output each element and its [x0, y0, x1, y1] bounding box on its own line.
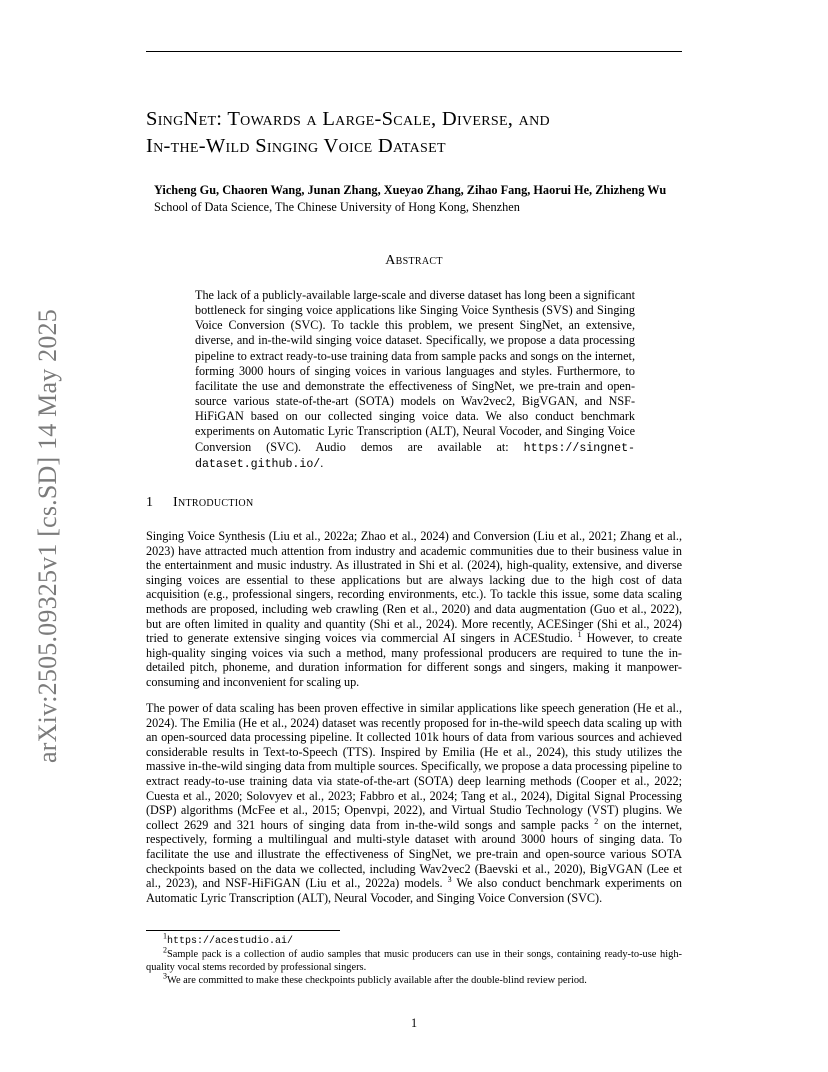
footnote-rule [146, 930, 340, 931]
demo-link[interactable]: https://singnet-dataset.github.io/ [195, 441, 635, 471]
author-list: Yicheng Gu, Chaoren Wang, Junan Zhang, Xueyao Zhang, Zihao Fang, Haorui He, Zhizheng Wu [154, 183, 667, 197]
intro-paragraph-2 [146, 701, 682, 905]
footnote-3 [146, 971, 682, 987]
footnote-ref-2[interactable]: 2 [594, 816, 599, 826]
footnote-ref-3[interactable]: 3 [447, 875, 452, 885]
section-number: 1 [146, 495, 154, 510]
page-number: 1 [410, 1016, 418, 1030]
paragraph-1-text-a: Singing Voice Synthesis (Liu et al., 2022a; Zhao et al., 2024) and Conversion (Liu et al., 2021; Zhang et al., 2023) have attracted much attention from industry and academic communities due to their business value in the entertainment and music industry. As illustrated in Shi et al. (2024), high-quality, extensive, and diverse singing voices are essential to these applications but are always lacking due to the high cost of data acquisition (e.g., professional singers, recording environments, etc.). To tackle this issue, some data scaling methods are proposed, including web crawling (Ren et al., 2020) and data augmentation (Guo et al., 2022), but are often limited in quality and quantity (Shi et al., 2024). More recently, ACESinger (Shi et al., 2024) tried to generate extensive singing voices via commercial AI singers in ACEStudio. [146, 529, 682, 646]
footnote-mark: 3 [163, 971, 167, 981]
top-rule [146, 51, 682, 52]
section-title: Introduction [173, 495, 254, 510]
title-line-1: SingNet: Towards a Large-Scale, Diverse, and [146, 108, 550, 130]
footnote-2 [146, 945, 682, 974]
arxiv-side-stamp: arXiv:2505.09325v1 [cs.SD] 14 May 2025 [33, 309, 62, 763]
footnote-text: We are committed to make these checkpoints publicly available after the double-blind review period. [167, 975, 587, 986]
paragraph-2-text-c: We also conduct benchmark experiments on Automatic Lyric Transcription (ALT), Neural Vocoder, and Singing Voice Conversion (SVC). [146, 876, 682, 905]
abstract-body-text: The lack of a publicly-available large-scale and diverse dataset has long been a significant bottleneck for singing voice applications like Singing Voice Synthesis (SVS) and Singing Voice Conversion (SVC). To tackle this problem, we present SingNet, an extensive, diverse, and in-the-wild singing voice dataset. Specifically, we propose a data processing pipeline to extract ready-to-use training data from sample packs and songs on the internet, forming 3000 hours of singing voices in various languages and styles. Furthermore, to facilitate the use and demonstrate the effectiveness of SingNet, we pre-train and open-source various state-of-the-art (SOTA) models on Wav2vec2, BigVGAN, and NSF-HiFiGAN based on our collected singing voice data. We also conduct benchmark experiments on Automatic Lyric Transcription (ALT), Neural Vocoder, and Singing Voice Conversion (SVC). Audio demos are available at: [195, 288, 635, 454]
footnote-1 [146, 931, 682, 948]
affiliation: School of Data Science, The Chinese University of Hong Kong, Shenzhen [154, 200, 520, 214]
abstract-text [195, 288, 635, 472]
footnote-mark: 2 [163, 945, 167, 955]
footnote-link[interactable]: https://acestudio.ai/ [167, 936, 294, 947]
paragraph-2-text-b: on the internet, respectively, forming a multilingual and multi-style dataset with around 3000 hours of singing data. To facilitate the use and illustrate the effectiveness of SingNet, we pre-train and open-source various SOTA checkpoints based on the data we collected, including Wav2vec2 (Baevski et al., 2020), BigVGAN (Lee et al., 2023), and NSF-HiFiGAN (Liu et al., 2022a) models. [146, 817, 683, 891]
footnotes [146, 931, 682, 987]
paper-title [146, 106, 706, 160]
footnote-ref-1[interactable]: 1 [577, 630, 582, 640]
paragraph-1-text-b: However, to create high-quality singing voices via such a method, many professional producers are required to tune the in-detailed pitch, phoneme, and duration information for different songs and singers, making it manpower-consuming and inconvenient for scaling up. [146, 631, 682, 689]
paragraph-2-text-a: The power of data scaling has been proven effective in similar applications like speech generation (He et al., 2024). The Emilia (He et al., 2024) dataset was recently proposed for in-the-wild speech data scaling up with an open-sourced data processing pipeline. It collected 101k hours of data from various sources and achieved considerable results in Text-to-Speech (TTS). Inspired by Emilia (He et al., 2024), this study utilizes the massive in-the-wild singing data from multiple sources. Specifically, we propose a data processing pipeline to extract ready-to-use training data via state-of-the-art (SOTA) deep learning methods (Cooper et al., 2022; Cuesta et al., 2020; Solovyev et al., 2023; Fabbro et al., 2024; Tang et al., 2024), Digital Signal Processing (DSP) algorithms (McFee et al., 2015; Openvpi, 2022), and Virtual Studio Technology (VST) plugins. We collect 2629 and 321 hours of singing data from in-the-wild songs and sample packs [146, 701, 682, 832]
title-line-2: In-the-Wild Singing Voice Dataset [146, 135, 446, 157]
footnote-mark: 1 [163, 931, 167, 941]
abstract-heading: Abstract [385, 253, 443, 268]
intro-paragraph-1 [146, 529, 682, 690]
footnote-text: Sample pack is a collection of audio samples that music producers can use in their songs, containing ready-to-use high-quality vocal stems recorded by professional singers. [146, 949, 682, 973]
section-heading-introduction [146, 495, 253, 511]
abstract-end: . [320, 455, 324, 470]
